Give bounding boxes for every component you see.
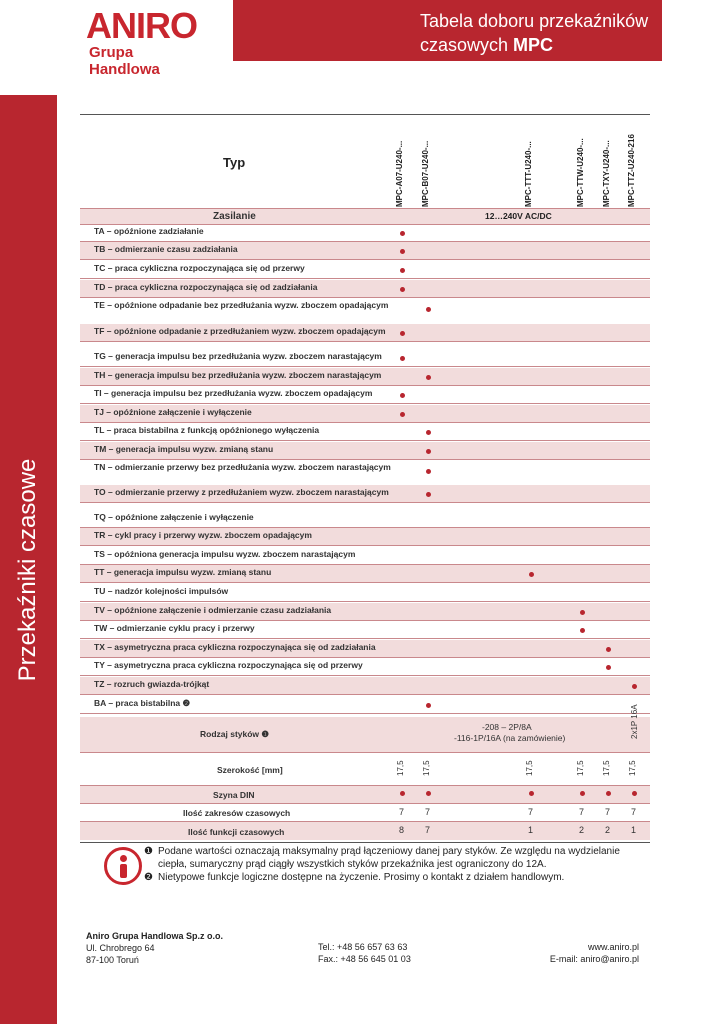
availability-dot bbox=[580, 610, 585, 615]
table-row bbox=[80, 565, 650, 583]
note-1 bbox=[144, 845, 638, 871]
value-cell: 7 bbox=[425, 807, 431, 817]
availability-dot bbox=[606, 647, 611, 652]
col-header-label: MPC-B07-U240-... bbox=[421, 140, 430, 207]
rodzaj-row bbox=[80, 704, 650, 753]
side-label: Przekaźniki czasowe bbox=[14, 458, 41, 682]
value-cell: 7 bbox=[631, 807, 637, 817]
function-label: TU – nadzór kolejności impulsów bbox=[94, 586, 229, 596]
col-header-label: MPC-TTW-U240-... bbox=[576, 138, 585, 207]
szyna-dot bbox=[529, 791, 534, 796]
table-row bbox=[80, 261, 650, 279]
function-label: TN – odmierzanie przerwy bez przedłużania wyzw. zboczem narastającym bbox=[94, 462, 391, 472]
info-icon bbox=[104, 847, 142, 885]
col-header bbox=[627, 123, 644, 207]
availability-dot bbox=[426, 430, 431, 435]
szyna-dot bbox=[580, 791, 585, 796]
table-row bbox=[80, 485, 650, 503]
function-label: TH – generacja impulsu bez przedłużania wyzw. zboczem narastającym bbox=[94, 370, 382, 380]
function-label: TR – cykl pracy i przerwy wyzw. zboczem opadającym bbox=[94, 530, 312, 540]
table-row bbox=[80, 280, 650, 298]
function-label: BA – praca bistabilna ❷ bbox=[94, 698, 191, 708]
value-cell: 7 bbox=[579, 807, 585, 817]
rodzaj-line2: -116-1P/16A (na zamówienie) bbox=[454, 733, 566, 743]
value-cell: 1 bbox=[528, 825, 534, 835]
zasilanie-label: Zasilanie bbox=[213, 211, 256, 222]
table-row bbox=[80, 603, 650, 621]
availability-dot bbox=[400, 287, 405, 292]
table-row bbox=[80, 405, 650, 423]
szyna-dot bbox=[426, 791, 431, 796]
function-label: TQ – opóźnione załączenie i wyłączenie bbox=[94, 512, 254, 522]
availability-dot bbox=[400, 249, 405, 254]
table-row bbox=[80, 442, 650, 460]
szerokosc-value: 17,5 bbox=[396, 760, 405, 776]
logo-brand: ANIRO bbox=[86, 5, 197, 46]
table-row bbox=[80, 677, 650, 695]
table-row bbox=[80, 423, 650, 441]
title-bold: MPC bbox=[513, 35, 554, 55]
footer-fax: Fax.: +48 56 645 01 03 bbox=[318, 954, 411, 964]
function-label: TC – praca cykliczna rozpoczynająca się od przerwy bbox=[94, 263, 305, 273]
function-label: TI – generacja impulsu bez przedłużania wyzw. zboczem opadającym bbox=[94, 388, 373, 398]
table-row bbox=[80, 547, 650, 565]
col-header bbox=[421, 123, 438, 207]
table-row bbox=[80, 242, 650, 260]
function-label: TS – opóźniona generacja impulsu wyzw. zboczem narastającym bbox=[94, 549, 356, 559]
col-header-label: MPC-TTZ-U240-216 bbox=[627, 134, 636, 207]
szyna-dot bbox=[606, 791, 611, 796]
szerokosc-value: 17,5 bbox=[576, 760, 585, 776]
szerokosc-value: 17,5 bbox=[602, 760, 611, 776]
table-row bbox=[80, 528, 650, 546]
value-cell: 7 bbox=[425, 825, 431, 835]
table-row bbox=[80, 298, 650, 326]
availability-dot bbox=[632, 684, 637, 689]
zakresy-row bbox=[80, 804, 650, 822]
szyna-label: Szyna DIN bbox=[213, 790, 255, 800]
value-cell: 7 bbox=[399, 807, 405, 817]
availability-dot bbox=[400, 231, 405, 236]
availability-dot bbox=[529, 572, 534, 577]
table-header bbox=[80, 115, 650, 207]
col-header bbox=[602, 123, 619, 207]
footer-company: Aniro Grupa Handlowa Sp.z o.o. bbox=[86, 931, 224, 941]
col-header-label: MPC-TTT-U240-... bbox=[524, 141, 533, 207]
availability-dot bbox=[580, 628, 585, 633]
function-label: TD – praca cykliczna rozpoczynająca się od zadziałania bbox=[94, 282, 318, 292]
availability-dot bbox=[400, 356, 405, 361]
szyna-row bbox=[80, 786, 650, 804]
function-label: TV – opóźnione załączenie i odmierzanie czasu zadziałania bbox=[94, 605, 332, 615]
function-label: TA – opóźnione zadziałanie bbox=[94, 226, 204, 236]
availability-dot bbox=[426, 703, 431, 708]
availability-dot bbox=[426, 469, 431, 474]
footer-address bbox=[86, 930, 286, 966]
table-row bbox=[80, 658, 650, 676]
value-cell: 7 bbox=[528, 807, 534, 817]
szerokosc-label: Szerokość [mm] bbox=[217, 765, 283, 775]
note-1-mark: ❶ bbox=[144, 846, 153, 857]
note-1-text: Podane wartości oznaczają maksymalny prąd łączeniowy danej pary styków. Ze względu na wydzielanie ciepła, sumaryczny prąd ciągły wszystkich styków przekaźnika jest ograniczony do 12A. bbox=[158, 846, 620, 870]
footer-email[interactable]: E-mail: aniro@aniro.pl bbox=[549, 954, 639, 964]
footer-phone bbox=[318, 941, 468, 965]
funkcje-label: Ilość funkcji czasowych bbox=[188, 827, 285, 837]
col-header-label: MPC-A07-U240-... bbox=[395, 140, 404, 207]
funkcje-row bbox=[80, 822, 650, 840]
aniro-logo bbox=[86, 5, 197, 78]
availability-dot bbox=[400, 393, 405, 398]
function-label: TT – generacja impulsu wyzw. zmianą stanu bbox=[94, 567, 272, 577]
zasilanie-value: 12…240V AC/DC bbox=[485, 211, 552, 221]
value-cell: 2 bbox=[605, 825, 611, 835]
table-row bbox=[80, 460, 650, 488]
rodzaj-last-text: 2x1P 16A bbox=[630, 704, 639, 739]
availability-dot bbox=[606, 665, 611, 670]
function-label: TW – odmierzanie cyklu pracy i przerwy bbox=[94, 623, 255, 633]
szerokosc-row bbox=[80, 753, 650, 786]
footer-street: Ul. Chrobrego 64 bbox=[86, 943, 155, 953]
szyna-dot bbox=[400, 791, 405, 796]
logo-sub: Grupa Handlowa bbox=[89, 44, 160, 78]
footer-city: 87-100 Toruń bbox=[86, 955, 139, 965]
function-label: TF – opóźnione odpadanie z przedłużaniem wyzw. zboczem opadającym bbox=[94, 326, 386, 336]
rodzaj-last bbox=[630, 704, 639, 739]
value-cell: 7 bbox=[605, 807, 611, 817]
value-cell: 8 bbox=[399, 825, 405, 835]
szerokosc-value: 17,5 bbox=[422, 760, 431, 776]
table-row bbox=[80, 368, 650, 386]
note-2-text: Nietypowe funkcje logiczne dostępne na życzenie. Prosimy o kontakt z działem handlowym. bbox=[158, 872, 565, 883]
function-label: TZ – rozruch gwiazda-trójkąt bbox=[94, 679, 210, 689]
table-row bbox=[80, 349, 650, 367]
availability-dot bbox=[426, 375, 431, 380]
szyna-dot bbox=[632, 791, 637, 796]
table-row bbox=[80, 324, 650, 342]
function-label: TE – opóźnione odpadanie bez przedłużania wyzw. zboczem opadającym bbox=[94, 300, 389, 310]
col-header-label: MPC-TXY-U240-... bbox=[602, 140, 611, 207]
function-label: TJ – opóźnione załączenie i wyłączenie bbox=[94, 407, 252, 417]
note-2-mark: ❷ bbox=[144, 872, 153, 883]
typ-label: Typ bbox=[223, 155, 246, 170]
table-row bbox=[80, 584, 650, 602]
title-line2: czasowych bbox=[420, 35, 514, 55]
value-cell: 1 bbox=[631, 825, 637, 835]
function-label: TB – odmierzanie czasu zadziałania bbox=[94, 244, 238, 254]
function-label: TM – generacja impulsu wyzw. zmianą stanu bbox=[94, 444, 274, 454]
availability-dot bbox=[400, 268, 405, 273]
availability-dot bbox=[400, 331, 405, 336]
table-row bbox=[80, 640, 650, 658]
col-header bbox=[524, 123, 541, 207]
szerokosc-value: 17,5 bbox=[525, 760, 534, 776]
zasilanie-row bbox=[80, 208, 650, 225]
table-row bbox=[80, 386, 650, 404]
page-title bbox=[420, 9, 650, 57]
function-label: TL – praca bistabilna z funkcją opóźnionego wyłączenia bbox=[94, 425, 320, 435]
availability-dot bbox=[400, 412, 405, 417]
footer-web bbox=[489, 941, 639, 965]
szerokosc-value: 17,5 bbox=[628, 760, 637, 776]
note-2 bbox=[144, 871, 638, 884]
availability-dot bbox=[426, 307, 431, 312]
function-label: TY – asymetryczna praca cykliczna rozpoczynająca się od przerwy bbox=[94, 660, 363, 670]
rodzaj-line1: -208 – 2P/8A bbox=[482, 722, 532, 732]
rodzaj-label: Rodzaj styków ❶ bbox=[200, 729, 270, 739]
zakresy-label: Ilość zakresów czasowych bbox=[183, 808, 291, 818]
footer-tel: Tel.: +48 56 657 63 63 bbox=[318, 942, 408, 952]
availability-dot bbox=[426, 492, 431, 497]
function-label: TX – asymetryczna praca cykliczna rozpoczynająca się od zadziałania bbox=[94, 642, 376, 652]
footer-www[interactable]: www.aniro.pl bbox=[587, 942, 639, 952]
table-row bbox=[80, 696, 650, 714]
function-label: TO – odmierzanie przerwy z przedłużaniem wyzw. zboczem narastającym bbox=[94, 487, 389, 497]
value-cell: 2 bbox=[579, 825, 585, 835]
function-label: TG – generacja impulsu bez przedłużania wyzw. zboczem narastającym bbox=[94, 351, 382, 361]
title-line1: Tabela doboru przekaźników bbox=[420, 11, 649, 31]
col-header bbox=[395, 123, 412, 207]
availability-dot bbox=[426, 449, 431, 454]
table-row bbox=[80, 621, 650, 639]
col-header bbox=[576, 123, 593, 207]
header-band bbox=[233, 0, 662, 61]
table-row bbox=[80, 510, 650, 528]
table-row bbox=[80, 224, 650, 242]
